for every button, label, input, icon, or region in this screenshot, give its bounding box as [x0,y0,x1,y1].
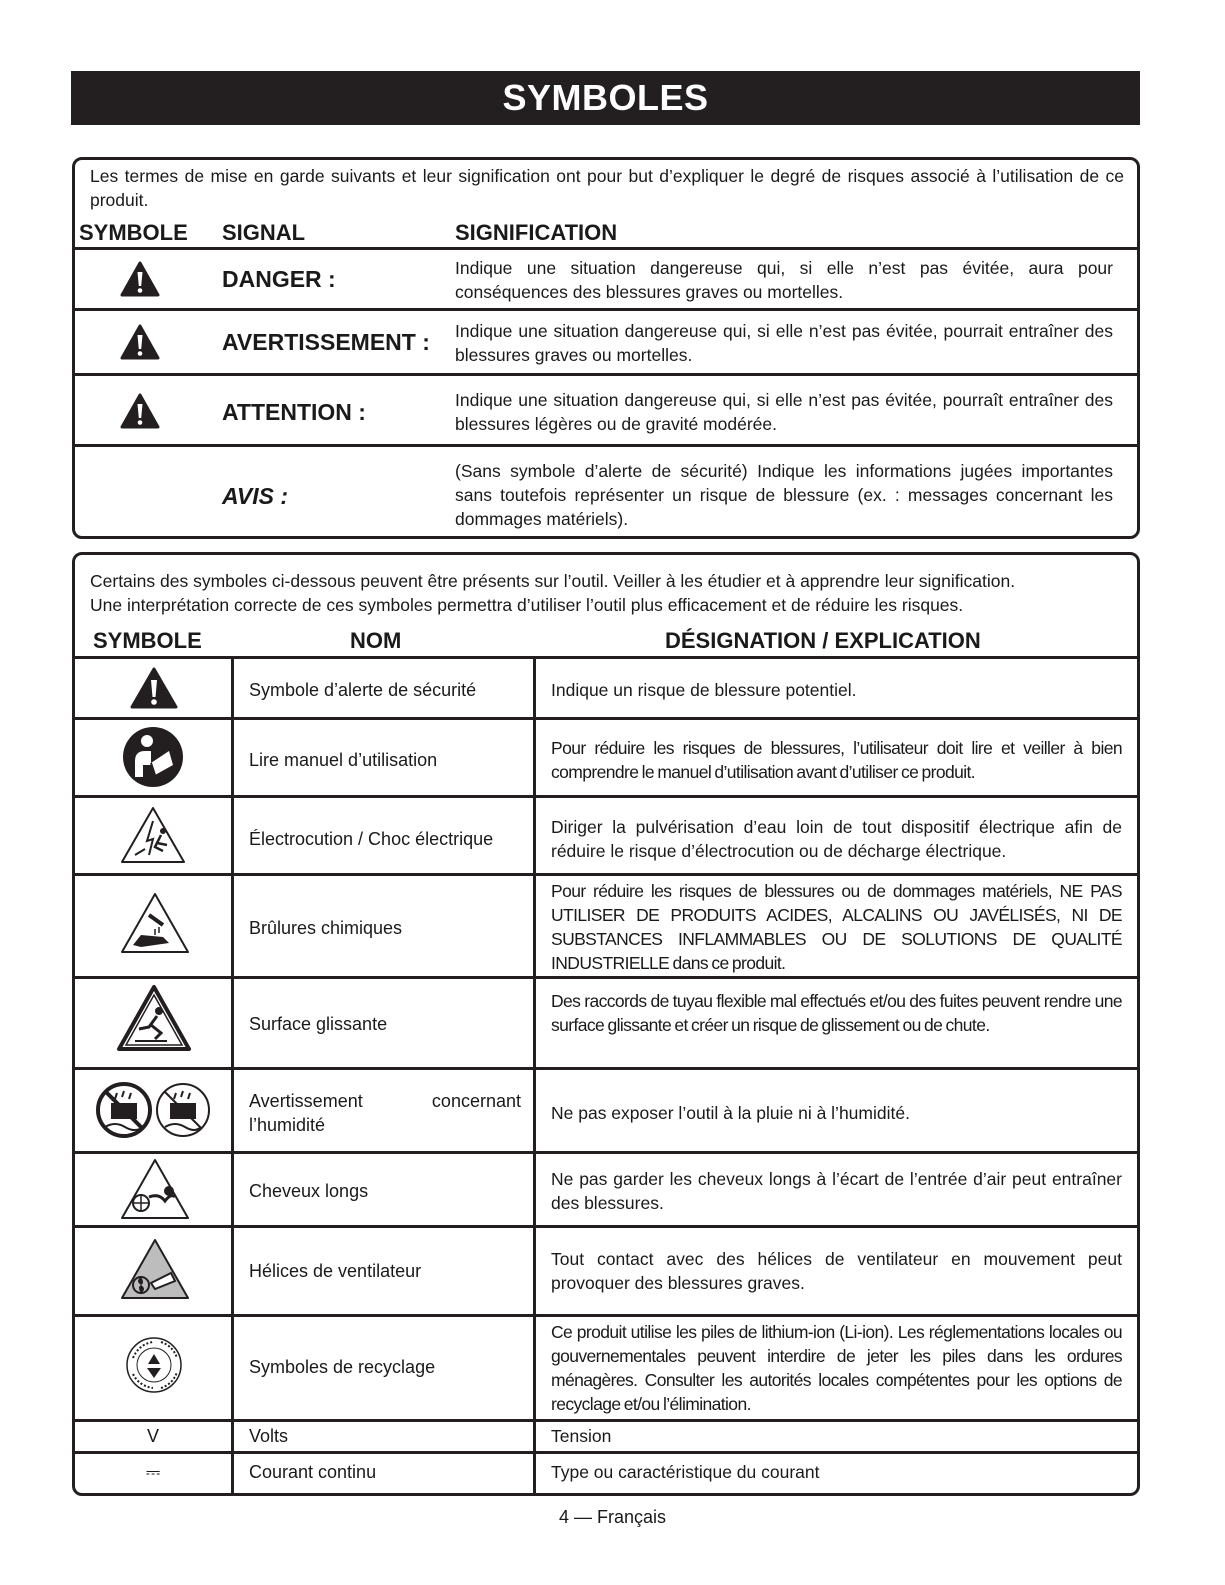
name-humidity [249,1089,521,1137]
header-nom: NOM [350,628,402,653]
read-manual-icon [121,725,185,789]
desc-direct-current: Type ou caractéristique du courant [551,1462,820,1482]
signal-intro: Les termes de mise en garde suivants et leur signification ont pour but d’expliquer le degré de risques associé à l’utilisation de ce produit. [90,166,1124,210]
signal-avertissement: AVERTISSEMENT : [222,329,430,355]
name-long-hair: Cheveux longs [249,1181,369,1201]
desc-read-manual: Pour réduire les risques de blessures, l’utilisateur doit lire et veiller à bien comprendre le manuel d’utilisation avant d’utiliser ce produit. [551,738,1122,782]
long-hair-icon [119,1157,191,1221]
symbol-volts: V [146,1426,159,1446]
desc-slippery-surface: Des raccords de tuyau flexible mal effectués et/ou des fuites peuvent rendre une surface glissante et créer un risque de glissement ou de chute. [551,991,1122,1035]
signal-words-box [72,157,1140,539]
signal-attention: ATTENTION : [222,399,366,425]
header-signal: SIGNAL [222,220,306,245]
name-humidity-text: Avertissement concernant l’humidité [249,1091,521,1135]
meaning-avertissement: Indique une situation dangereuse qui, si elle n’est pas évitée, pourrait entraîner des blessures graves ou mortelles. [455,321,1113,365]
symbols-box [72,552,1140,1496]
desc-long-hair: Ne pas garder les cheveux longs à l’écart de l’entrée d’air peut entraîner des blessures. [551,1169,1122,1213]
name-safety-alert: Symbole d’alerte de sécurité [249,680,477,700]
symbol-direct-current: ⎓ [145,1462,161,1482]
warning-triangle-icon [120,393,160,429]
desc-fan-blade: Tout contact avec des hélices de ventilateur en mouvement peut provoquer des blessures graves. [551,1249,1122,1293]
name-fan-blade: Hélices de ventilateur [249,1261,422,1281]
chemical-burn-icon [119,891,191,955]
symbols-intro-2: Une interprétation correcte de ces symboles permettra d’utiliser l’outil plus efficacement et de réduire les risques. [90,595,964,615]
name-direct-current: Courant continu [249,1462,377,1482]
meaning-attention: Indique une situation dangereuse qui, si elle n’est pas évitée, pourraît entraîner des blessures légères ou de gravité modérée. [455,390,1113,434]
slippery-surface-icon [115,983,193,1053]
name-recycle: Symboles de recyclage [249,1357,436,1377]
desc-chemical-burn: Pour réduire les risques de blessures ou de dommages matériels, NE PAS UTILISER DE PRODUITS ACIDES, ALCALINS OU JAVÉLISÉS, NI DE SUBSTANCES INFLAMMABLES OU DE SOLUTIONS DE QUALITÉ INDUSTRIELLE dans ce produit. [551,881,1122,973]
desc-volts: Tension [551,1426,612,1446]
no-wet-conditions-icon [95,1081,215,1139]
meaning-danger: Indique une situation dangereuse qui, si elle n’est pas évitée, aura pour conséquences des blessures graves ou mortelles. [455,258,1113,302]
desc-electrocution: Diriger la pulvérisation d’eau loin de tout dispositif électrique afin de réduire le risque d’électrocution ou de décharge électrique. [551,817,1122,861]
page-title: SYMBOLES [71,71,1140,125]
safety-alert-icon [129,666,179,710]
header-designation: DÉSIGNATION / EXPLICATION [665,628,981,653]
name-electrocution: Électrocution / Choc électrique [249,829,494,849]
name-read-manual: Lire manuel d’utilisation [249,750,438,770]
name-slippery-surface: Surface glissante [249,1014,388,1034]
warning-triangle-icon [120,261,160,297]
name-volts: Volts [249,1426,289,1446]
warning-triangle-icon [120,324,160,360]
symbols-intro-1: Certains des symboles ci-dessous peuvent être présents sur l’outil. Veiller à les étudier et à apprendre leur signification. [90,571,1016,591]
recycle-seal-icon [125,1336,183,1394]
signal-danger: DANGER : [222,266,336,292]
name-chemical-burn: Brûlures chimiques [249,918,403,938]
header-symbol: SYMBOLE [79,220,188,245]
desc-safety-alert: Indique un risque de blessure potentiel. [551,680,857,700]
page-footer: 4 — Français [558,1507,667,1527]
fan-blade-icon [119,1237,191,1301]
header-symbole: SYMBOLE [93,628,202,653]
meaning-avis: (Sans symbole d’alerte de sécurité) Indique les informations jugées importantes sans toutefois représenter un risque de blessure (ex. : messages concernant les dommages matériels). [455,461,1113,529]
header-meaning: SIGNIFICATION [455,220,618,245]
signal-avis: AVIS : [222,483,289,509]
electrocution-icon [119,805,187,865]
desc-recycle: Ce produit utilise les piles de lithium-ion (Li-ion). Les réglementations locales ou gouvernementales peuvent interdire de jeter les piles dans les ordures ménagères. Consulter les autorités locales compétentes pour les options de recyclage et/ou l’élimination. [551,1322,1122,1414]
desc-humidity: Ne pas exposer l’outil à la pluie ni à l’humidité. [551,1103,910,1123]
